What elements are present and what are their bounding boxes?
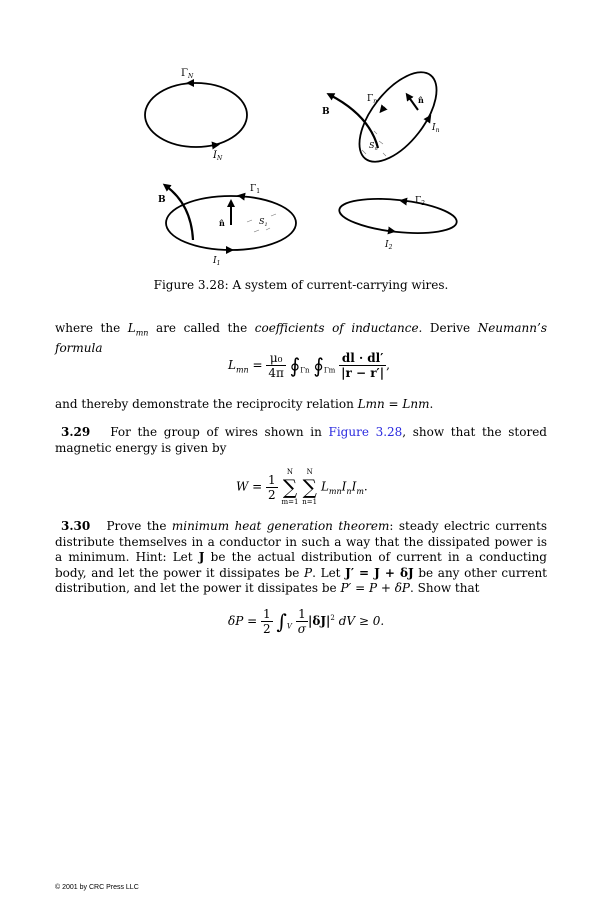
paragraph-inductance: where the $L_{mn}$ are called the coefficients of inductance. Derive Neumann’s formula bbox=[55, 321, 547, 355]
label-I-n: $I_n$ bbox=[432, 123, 440, 134]
problem-3-29: 3.29 For the group of wires shown in Figure 3.28, show that the stored magnetic energy is given by bbox=[55, 425, 547, 455]
loop-gamma-2 bbox=[338, 194, 459, 238]
figure-current-wires bbox=[0, 0, 602, 300]
figure-3-28-link[interactable]: Figure 3.28 bbox=[328, 425, 403, 439]
label-gamma-1: $\Gamma_1$ bbox=[250, 184, 261, 195]
label-S-n: $S_n$ bbox=[369, 141, 378, 152]
equation-energy: W = $\frac{1}{2}$ N ∑ m=1 N ∑ n=1 $L_{mn}I_nI_m$. bbox=[236, 468, 368, 506]
label-gamma-n: $\Gamma_n$ bbox=[367, 94, 378, 105]
label-gamma-2: $\Gamma_2$ bbox=[415, 196, 426, 207]
label-B-top: B bbox=[322, 107, 330, 117]
label-S-1: $S_1$ bbox=[259, 217, 268, 228]
paragraph-reciprocity: and thereby demonstrate the reciprocity relation Lmn = Lnm. bbox=[55, 397, 434, 411]
label-I-1: $I_1$ bbox=[213, 256, 221, 267]
label-nhat-bottom: n̂ bbox=[219, 218, 225, 228]
term-coefficients: coefficients of inductance. bbox=[254, 321, 423, 335]
arrow-gamma-n-icon bbox=[382, 104, 387, 110]
label-I-2: $I_2$ bbox=[385, 240, 393, 251]
label-nhat-top: n̂ bbox=[418, 95, 424, 105]
problem-3-30: 3.30 Prove the minimum heat generation theorem: steady electric currents distribute themselves in a conductor in such a way that the dissipated power is a minimum. Hint: Let J be the actual distribution of current in a conducting body, and let the power it dissipates be P. Let J′ = J + δJ be any other current distribution, and let the power it dissipates be P′ = P + δP. Show that bbox=[55, 519, 548, 596]
equation-neumann: $L_{mn}$ = $\frac{\text{μ₀}}{4\pi}$ $∮_{\Gamma n}$ $∮_{\Gamma m}$ $\frac{dl \cdot dl'}{|r - r'|}$ , bbox=[228, 351, 390, 380]
label-B-bottom: B bbox=[158, 195, 166, 205]
label-I-N: $I_N$ bbox=[213, 150, 223, 162]
equation-heat: δP = $\frac{1}{2}$ $\int_V$ $\frac{1}{\sigma}$ $|\delta J|^2$ dV ≥ 0. bbox=[228, 607, 385, 636]
footer-copyright: © 2001 by CRC Press LLC bbox=[55, 884, 139, 891]
figure-caption: Figure 3.28: A system of current-carrying wires. bbox=[153, 278, 449, 292]
loop-gamma-N bbox=[145, 83, 247, 147]
label-gamma-N: $\Gamma_N$ bbox=[181, 68, 194, 80]
normal-vector-top-icon bbox=[408, 96, 418, 110]
